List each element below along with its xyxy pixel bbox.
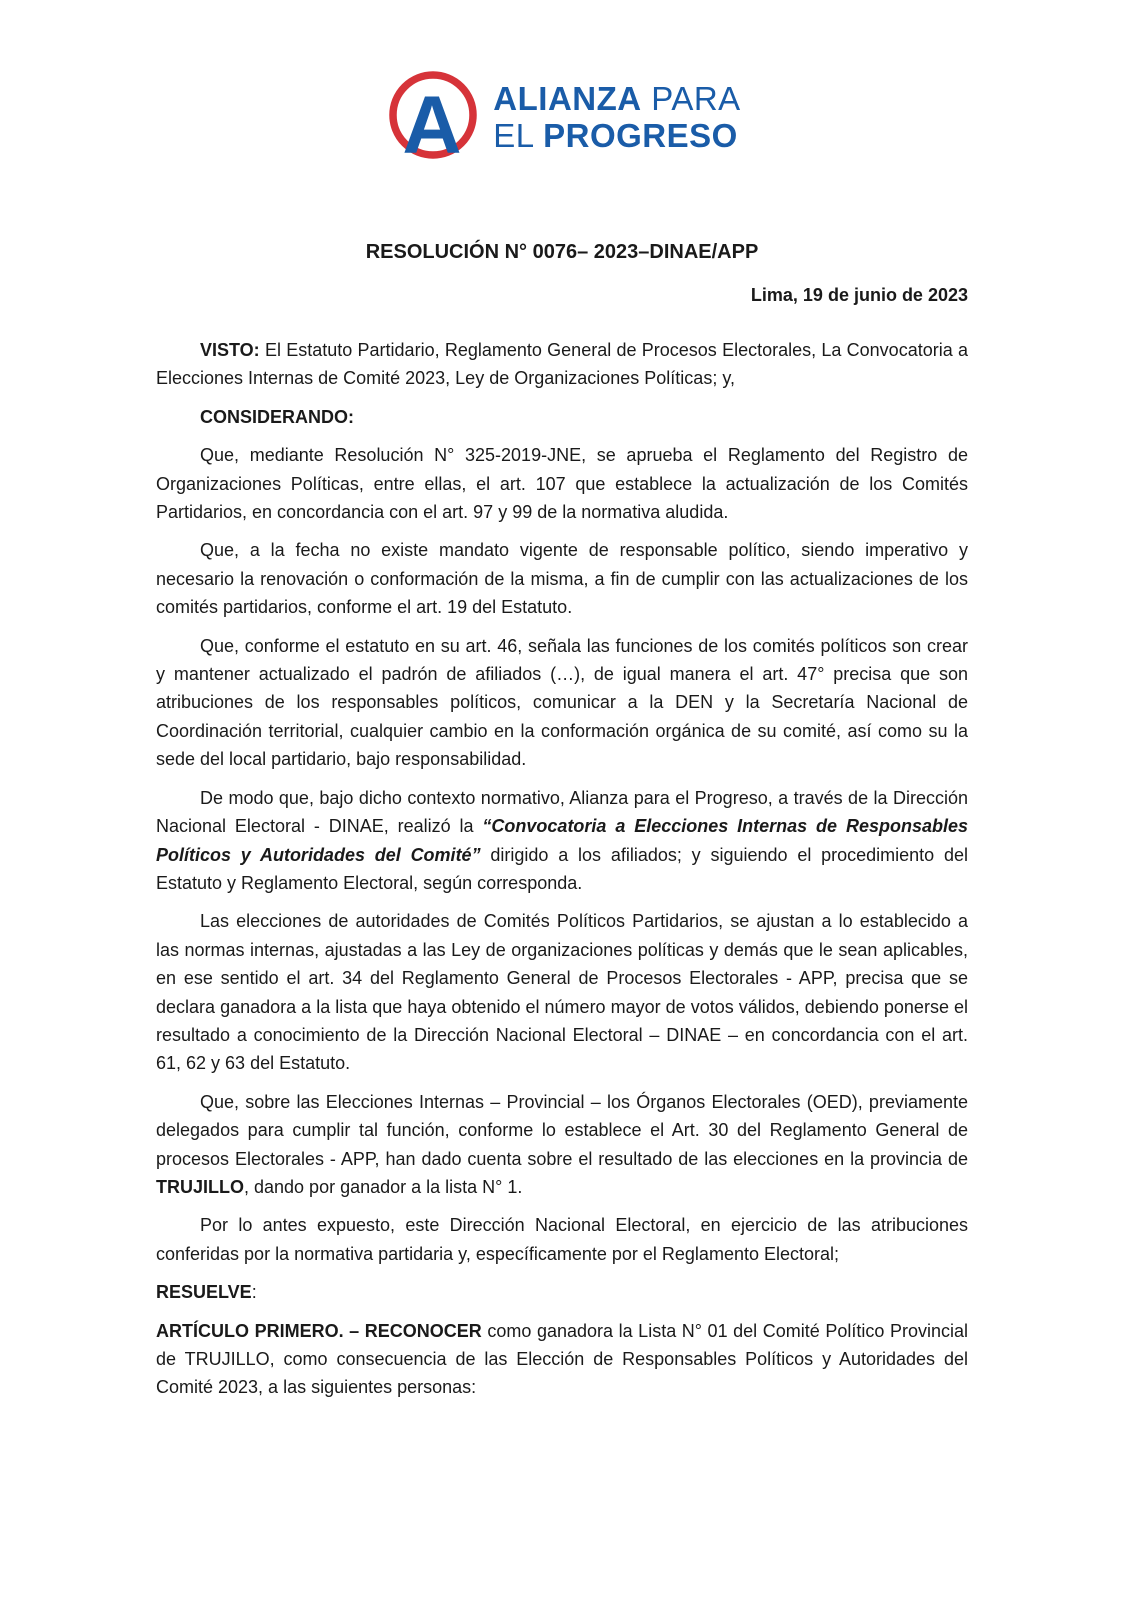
visto-label: VISTO:	[200, 340, 260, 360]
paragraph-elecciones: Las elecciones de autoridades de Comités Políticos Partidarios, se ajustan a lo establecido a las normas internas, ajustadas a las Ley de organizaciones políticas y demás que le sean aplicables, en ese sentido el art. 34 del Reglamento General de Procesos Electorales - APP, precisa que se declara ganadora a la lista que haya obtenido el número mayor de votos válidos, debiendo ponerse el resultado a conocimiento de la Dirección Nacional Electoral – DINAE – en concordancia con el art. 61, 62 y 63 del Estatuto.	[156, 911, 968, 1074]
resuelve-label: RESUELVE	[156, 1282, 252, 1303]
paragraph-mandato: Que, a la fecha no existe mandato vigente de responsable político, siendo imperativo y necesario la renovación o conformación de la misma, a fin de cumplir con las actualizaciones de los comités partidarios, conforme el art. 19 del Estatuto.	[156, 540, 968, 618]
party-emblem-icon	[383, 64, 483, 180]
oed-pre: Que, sobre las Elecciones Internas – Provincial – los Órganos Electorales (OED), previamente delegados para cumplir tal función, conforme lo establece el Art. 30 del Reglamento General de procesos Electorales - APP, han dado cuenta sobre el resultado de las elecciones en la provincia de	[156, 1091, 968, 1169]
paragraph-visto	[156, 336, 968, 393]
resuelve-colon: :	[251, 1282, 257, 1303]
resuelve-heading	[156, 1278, 968, 1306]
place-date-line: Lima, 19 de junio de 2023	[750, 285, 968, 305]
party-logo-lockup	[383, 64, 740, 182]
articulo-label: ARTÍCULO PRIMERO. – RECONOCER	[156, 1320, 482, 1341]
articulo-text: como ganadora la Lista N° 01 del Comité Político Provincial de TRUJILLO, como consecuencia de las Elección de Responsables Políticos y Autoridades del Comité 2023, a las siguientes personas:	[156, 1320, 968, 1398]
paragraph-articulo-primero	[156, 1317, 968, 1402]
paragraph-oed	[156, 1088, 968, 1202]
paragraph-convocatoria	[156, 784, 968, 898]
paragraph-registro: Que, mediante Resolución N° 325-2019-JNE, se aprueba el Reglamento del Registro de Organizaciones Políticas, entre ellas, el art. 107 que establece la actualización de los Comités Partidarios, en concordancia con el art. 97 y 99 de la normativa aludida.	[156, 445, 968, 523]
convocatoria-pre: De modo que, bajo dicho contexto normativo, Alianza para el Progreso, a través de la Dirección Nacional Electoral - DINAE, realizó la	[156, 787, 968, 837]
resolution-title: RESOLUCIÓN N° 0076– 2023–DINAE/APP	[365, 241, 759, 263]
party-logo	[156, 64, 968, 182]
logo-wordmark-line1	[493, 80, 740, 117]
document-body	[156, 336, 968, 1402]
convocatoria-post: dirigido a los afiliados; y siguiendo el procedimiento del Estatuto y Reglamento Electoral, según corresponda.	[156, 844, 968, 893]
logo-word-alianza: ALIANZA	[493, 80, 642, 117]
considerando-heading	[156, 403, 968, 431]
paragraph-estatuto: Que, conforme el estatuto en su art. 46, señala las funciones de los comités políticos son crear y mantener actualizado el padrón de afiliados (…), de igual manera el art. 47° precisa que son atribuciones de los responsables políticos, comunicar a la DEN y la Secretaría Nacional de Coordinación territorial, cualquier cambio en la conformación orgánica de su comité, así como su la sede del local partidario, bajo responsabilidad.	[156, 635, 968, 770]
logo-wordmark	[493, 64, 740, 154]
oed-post: , dando por ganador a la lista N° 1.	[244, 1176, 523, 1197]
logo-wordmark-line2	[493, 117, 740, 154]
oed-trujillo: TRUJILLO	[156, 1176, 244, 1197]
logo-word-el: EL	[493, 117, 534, 154]
convocatoria-quote: “Convocatoria a Elecciones Internas de Responsables Políticos y Autoridades del Comité”	[156, 816, 968, 865]
logo-word-progreso: PROGRESO	[543, 117, 738, 154]
considerando-label: CONSIDERANDO:	[200, 406, 355, 427]
logo-monogram: A	[402, 80, 462, 171]
paragraph-atribuciones: Por lo antes expuesto, este Dirección Nacional Electoral, en ejercicio de las atribuciones conferidas por la normativa partidaria y, específicamente por el Reglamento Electoral;	[156, 1215, 968, 1264]
visto-text: El Estatuto Partidario, Reglamento General de Procesos Electorales, La Convocatoria a Elecciones Internas de Comité 2023, Ley de Organizaciones Políticas; y,	[156, 340, 968, 389]
logo-word-para: PARA	[651, 80, 741, 117]
